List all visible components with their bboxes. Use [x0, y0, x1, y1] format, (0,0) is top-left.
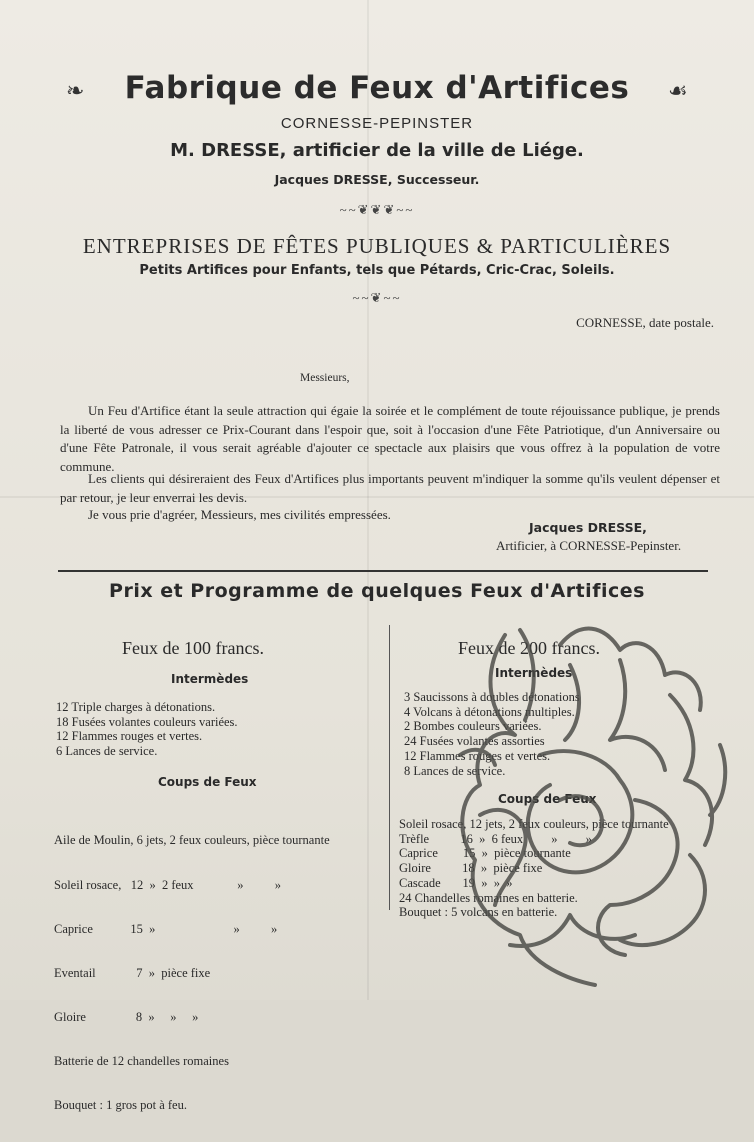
list-item: Cascade 19 » » » — [399, 875, 513, 890]
signature-title: Artificier, à CORNESSE-Pepinster. — [496, 538, 682, 553]
list-item: 8 Lances de service. — [404, 763, 506, 778]
list-item: 12 Triple charges à détonations. — [56, 700, 216, 714]
letter-paragraph: Les clients qui désireraient des Feux d'Artifices plus importants peuvent m'indiquer la somme qu'ils veulent dépenser et par retour, je leur enverrai les devis. — [60, 471, 720, 505]
location-line: CORNESSE-PEPINSTER — [280, 115, 474, 132]
column-divider-line — [389, 625, 390, 910]
list-item: 6 Lances de service. — [56, 744, 158, 759]
list-item: Aile de Moulin, 6 jets, 2 feux couleurs, pièce tournante — [54, 833, 330, 848]
left-coups-list — [54, 804, 330, 1142]
small-fireworks-line: Petits Artifices pour Enfants, tels que Pétards, Cric-Crac, Soleils. — [139, 263, 615, 278]
list-item: 4 Volcans à détonations multiples. — [404, 704, 575, 719]
letter-paragraph: Je vous prie d'agréer, Messieurs, mes civilités empressées. — [88, 507, 391, 522]
left-coups-label: Coups de Feux — [158, 775, 257, 789]
letter-paragraph: Un Feu d'Artifice étant la seule attraction qui égaie la soirée et le complément de toute réjouissance publique, je prends la liberté de vous adresser ce Prix-Courant dans l'espoir que, soit à l'occasion d'une Fête Patriotique, d'un Anniversaire ou d'une Fête Patronale, il vous serait agréable d'ajouter ce spectacle aux plaisirs que vous offrez à la population de votre commune. — [60, 403, 720, 474]
list-item: 18 Fusées volantes couleurs variées. — [56, 714, 238, 729]
list-item: 3 Saucissons à doubles détonations — [404, 690, 580, 704]
list-item: Batterie de 12 chandelles romaines — [54, 1053, 229, 1068]
list-item: 12 Flammes rouges et vertes. — [404, 748, 551, 763]
list-item: Caprice 15 » » » — [54, 921, 278, 936]
left-intermedes-label: Intermèdes — [171, 672, 249, 686]
divider-ornament: ~~❦~~ — [352, 290, 402, 305]
place-date: CORNESSE, date postale. — [576, 315, 714, 330]
section-divider-line — [58, 570, 708, 572]
left-column-heading: Feux de 100 francs. — [122, 638, 264, 658]
left-intermedes-list — [56, 700, 238, 759]
program-title: Prix et Programme de quelques Feux d'Artifices — [109, 580, 645, 602]
list-item: Eventail 7 » pièce fixe — [54, 965, 211, 980]
page-title: Fabrique de Feux d'Artifices — [124, 70, 630, 106]
list-item: Caprice 15 » pièce tournante — [399, 846, 571, 861]
list-item: Soleil rosace, 12 » 2 feux » » — [54, 877, 282, 892]
right-column-heading: Feux de 200 francs. — [458, 638, 600, 658]
list-item: 24 Chandelles romaines en batterie. — [399, 890, 578, 905]
maker-line: M. DRESSE, artificier de la ville de Liége. — [170, 140, 584, 161]
list-item: 2 Bombes couleurs variées. — [404, 719, 542, 734]
ornament-left-icon: ❧ — [66, 78, 85, 103]
list-item: Soleil rosace, 12 jets, 2 feux couleurs, pièce tournante — [399, 817, 669, 831]
list-item: 12 Flammes rouges et vertes. — [56, 729, 203, 744]
list-item: Trèfle 16 » 6 feux » » — [399, 831, 592, 846]
list-item: Gloire 18 » pièce fixe — [399, 861, 543, 876]
salutation: Messieurs, — [300, 372, 350, 384]
firework-stamp-icon — [420, 605, 740, 995]
enterprise-heading: ENTREPRISES DE FÊTES PUBLIQUES & PARTICULIÈRES — [82, 234, 672, 258]
divider-ornament: ~~❦❦❦~~ — [339, 202, 415, 217]
list-item: Bouquet : 5 volcans en batterie. — [399, 905, 558, 920]
list-item: Gloire 8 » » » — [54, 1009, 199, 1024]
ornament-right-icon: ☙ — [668, 78, 688, 103]
list-item: 24 Fusées volantes assorties — [404, 734, 545, 749]
right-intermedes-label: Intermèdes — [495, 666, 573, 680]
right-coups-label: Coups de Feux — [498, 792, 597, 806]
signature-name: Jacques DRESSE, — [529, 520, 647, 535]
list-item: Bouquet : 1 gros pot à feu. — [54, 1098, 187, 1113]
successor-line: Jacques DRESSE, Successeur. — [274, 172, 480, 187]
